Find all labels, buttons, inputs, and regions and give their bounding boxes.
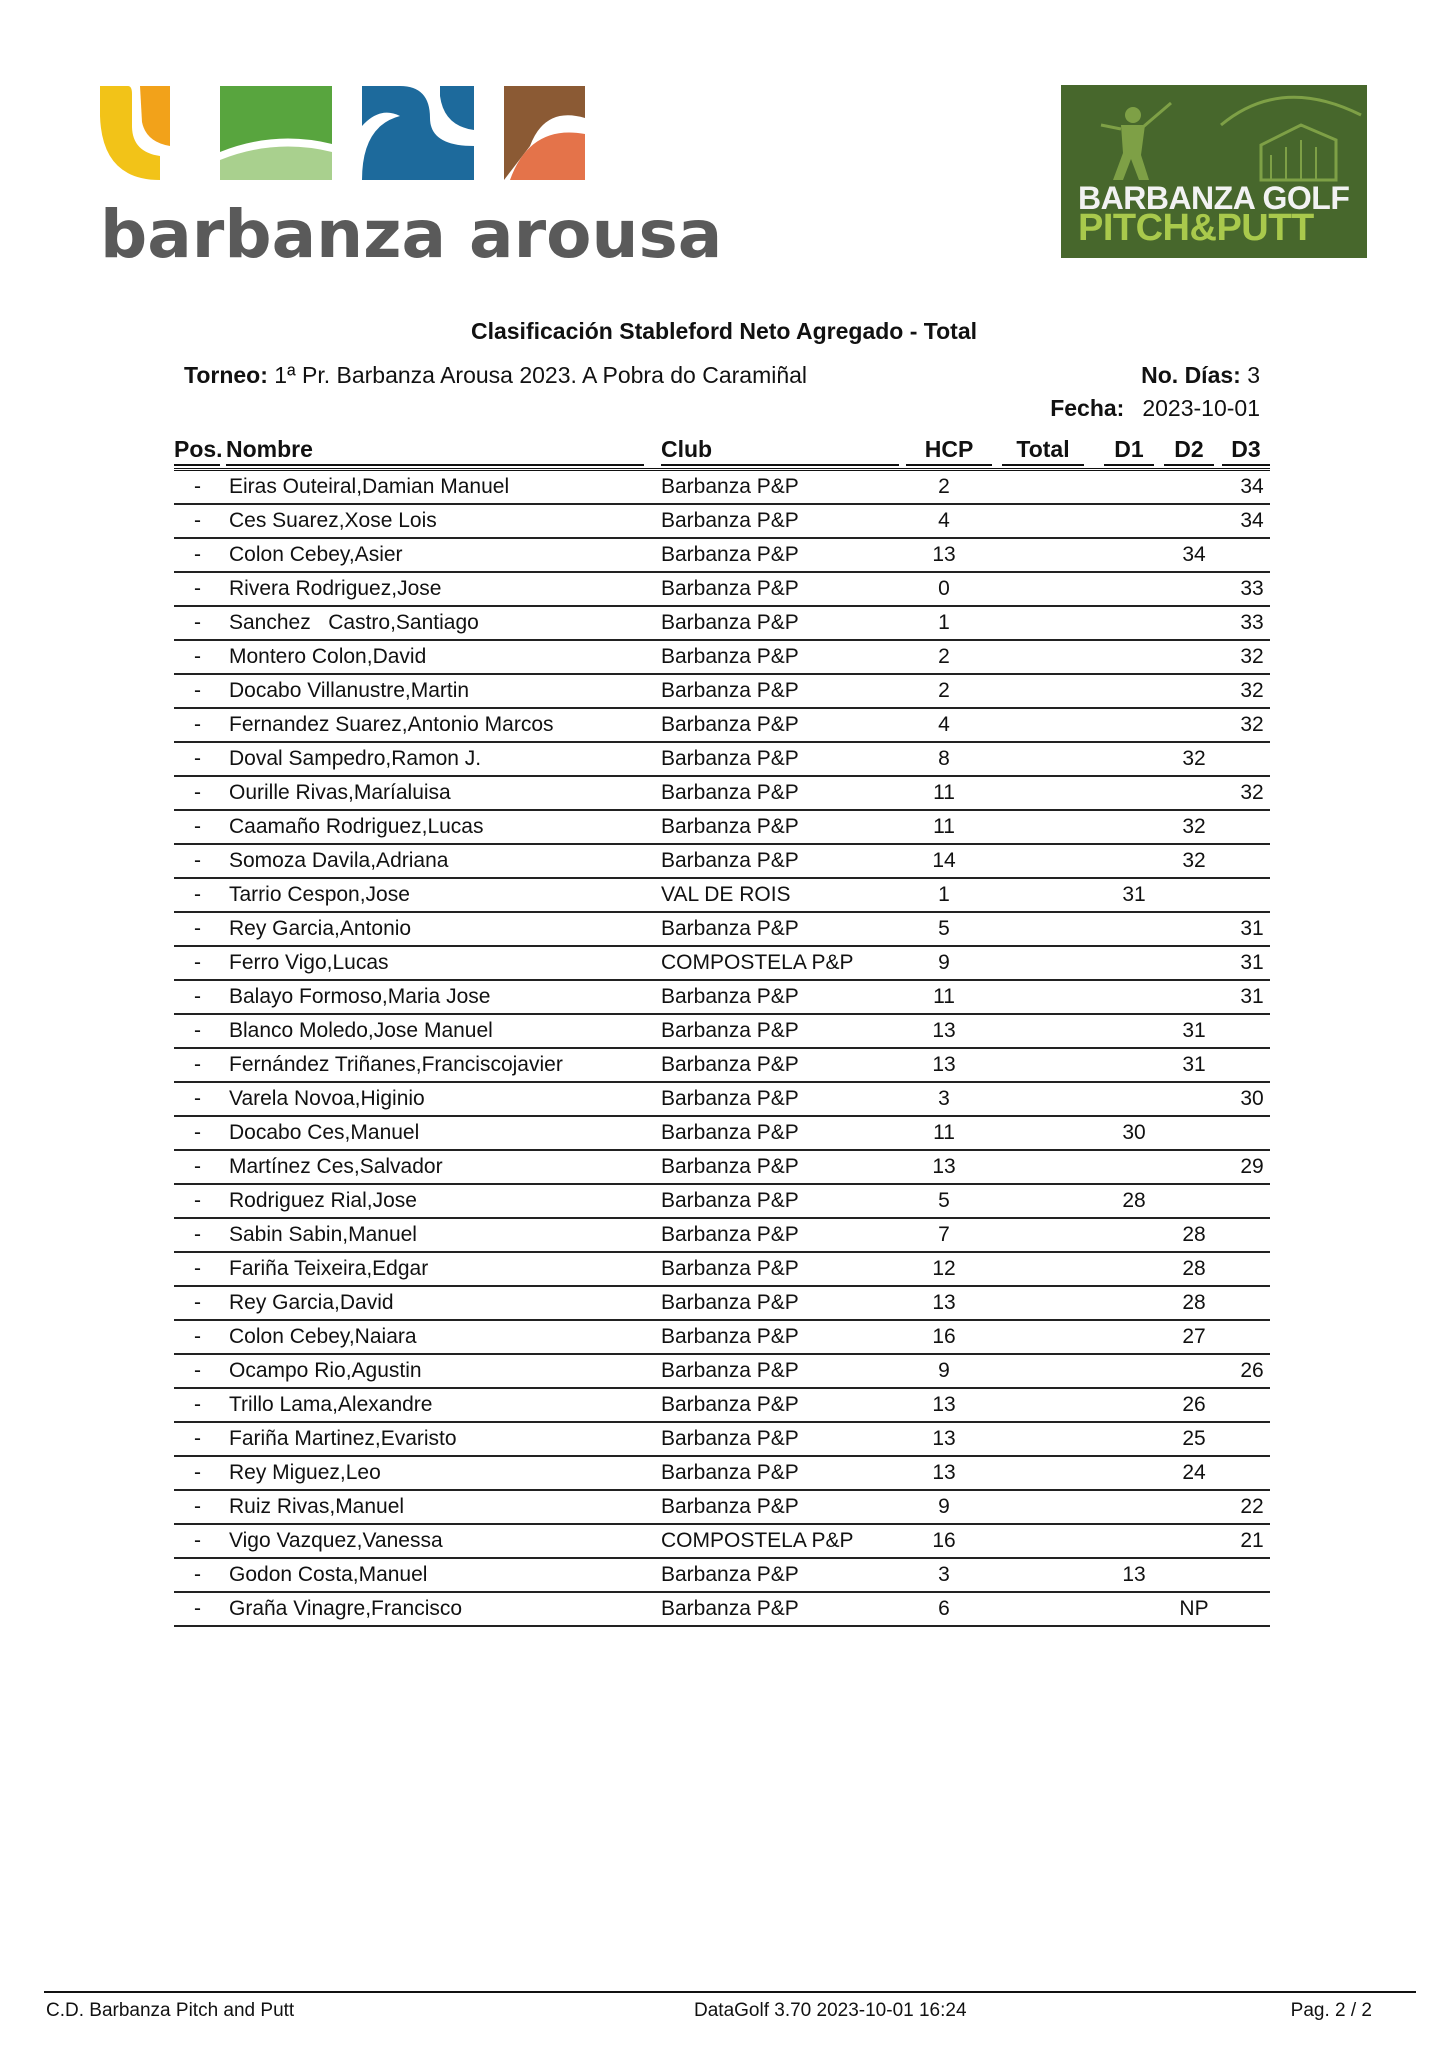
- footer-divider: [44, 1991, 1416, 1993]
- cell-club: VAL DE ROIS: [661, 883, 791, 906]
- table-row: [174, 641, 1270, 675]
- table-row: [174, 1083, 1270, 1117]
- fecha-value: 2023-10-01: [1142, 395, 1260, 421]
- cell-club: Barbanza P&P: [661, 1189, 799, 1212]
- cell-club: Barbanza P&P: [661, 1325, 799, 1348]
- cell-club: COMPOSTELA P&P: [661, 951, 854, 974]
- cell-nombre: Sanchez Castro,Santiago: [229, 611, 479, 634]
- cell-hcp: 14: [932, 849, 956, 872]
- cell-club: Barbanza P&P: [661, 1393, 799, 1416]
- cell-hcp: 2: [938, 475, 950, 498]
- cell-pos: -: [194, 1155, 201, 1178]
- cell-nombre: Montero Colon,David: [229, 645, 427, 668]
- cell-club: Barbanza P&P: [661, 1223, 799, 1246]
- cell-nombre: Colon Cebey,Asier: [229, 543, 403, 566]
- table-row: [174, 539, 1270, 573]
- cell-hcp: 6: [938, 1597, 950, 1620]
- cell-d3: 32: [1240, 645, 1264, 668]
- table-row: [174, 607, 1270, 641]
- cell-d2: 28: [1182, 1223, 1206, 1246]
- cell-hcp: 13: [932, 1393, 956, 1416]
- header-pos: Pos.: [174, 436, 220, 466]
- cell-hcp: 12: [932, 1257, 956, 1280]
- cell-nombre: Fariña Martinez,Evaristo: [229, 1427, 457, 1450]
- cell-club: Barbanza P&P: [661, 713, 799, 736]
- table-row: [174, 1559, 1270, 1593]
- dias-line: [1141, 362, 1260, 389]
- cell-nombre: Rodriguez Rial,Jose: [229, 1189, 417, 1212]
- cell-hcp: 3: [938, 1087, 950, 1110]
- cell-d2: 25: [1182, 1427, 1206, 1450]
- table-row: [174, 505, 1270, 539]
- cell-club: Barbanza P&P: [661, 475, 799, 498]
- cell-hcp: 11: [933, 815, 955, 838]
- cell-hcp: 11: [933, 781, 955, 804]
- cell-pos: -: [194, 1529, 201, 1552]
- cell-nombre: Ocampo Rio,Agustin: [229, 1359, 422, 1382]
- table-row: [174, 981, 1270, 1015]
- cell-club: Barbanza P&P: [661, 1461, 799, 1484]
- cell-club: Barbanza P&P: [661, 1291, 799, 1314]
- cell-club: Barbanza P&P: [661, 985, 799, 1008]
- cell-nombre: Vigo Vazquez,Vanessa: [229, 1529, 443, 1552]
- cell-pos: -: [194, 917, 201, 940]
- cell-hcp: 13: [932, 1291, 956, 1314]
- cell-club: Barbanza P&P: [661, 1121, 799, 1144]
- cell-nombre: Rey Garcia,David: [229, 1291, 394, 1314]
- cell-pos: -: [194, 645, 201, 668]
- cell-club: Barbanza P&P: [661, 747, 799, 770]
- cell-club: Barbanza P&P: [661, 781, 799, 804]
- torneo-label: Torneo:: [184, 362, 268, 388]
- cell-club: Barbanza P&P: [661, 1359, 799, 1382]
- cell-club: Barbanza P&P: [661, 611, 799, 634]
- table-row: [174, 811, 1270, 845]
- cell-nombre: Docabo Villanustre,Martin: [229, 679, 470, 702]
- cell-hcp: 13: [932, 1019, 956, 1042]
- cell-hcp: 13: [932, 543, 956, 566]
- cell-pos: -: [194, 849, 201, 872]
- footer-software: DataGolf 3.70 2023-10-01 16:24: [694, 2000, 967, 2021]
- cell-club: Barbanza P&P: [661, 815, 799, 838]
- cell-hcp: 11: [933, 1121, 955, 1144]
- cell-club: COMPOSTELA P&P: [661, 1529, 854, 1552]
- table-row: [174, 845, 1270, 879]
- cell-pos: -: [194, 679, 201, 702]
- cell-d2: NP: [1179, 1597, 1209, 1620]
- cell-nombre: Martínez Ces,Salvador: [229, 1155, 443, 1178]
- table-row: [174, 1457, 1270, 1491]
- cell-d3: 31: [1240, 917, 1264, 940]
- cell-pos: -: [194, 1597, 201, 1620]
- cell-d2: 28: [1182, 1257, 1206, 1280]
- cell-d3: 30: [1240, 1087, 1264, 1110]
- table-row: [174, 777, 1270, 811]
- cell-pos: -: [194, 1563, 201, 1586]
- cell-d3: 22: [1240, 1495, 1264, 1518]
- cell-nombre: Balayo Formoso,Maria Jose: [229, 985, 491, 1008]
- cell-pos: -: [194, 985, 201, 1008]
- table-row: [174, 1389, 1270, 1423]
- cell-hcp: 8: [938, 747, 950, 770]
- cell-nombre: Sabin Sabin,Manuel: [229, 1223, 417, 1246]
- cell-nombre: Fernandez Suarez,Antonio Marcos: [229, 713, 554, 736]
- cell-club: Barbanza P&P: [661, 1257, 799, 1280]
- cell-nombre: Tarrio Cespon,Jose: [229, 883, 410, 906]
- table-row: [174, 709, 1270, 743]
- cell-nombre: Eiras Outeiral,Damian Manuel: [229, 475, 510, 498]
- cell-nombre: Fernández Triñanes,Franciscojavier: [229, 1053, 563, 1076]
- table-row: [174, 879, 1270, 913]
- cell-hcp: 13: [932, 1155, 956, 1178]
- cell-pos: -: [194, 747, 201, 770]
- cell-d3: 21: [1240, 1529, 1264, 1552]
- cell-pos: -: [194, 1461, 201, 1484]
- cell-club: Barbanza P&P: [661, 509, 799, 532]
- cell-club: Barbanza P&P: [661, 1087, 799, 1110]
- footer-club-name: C.D. Barbanza Pitch and Putt: [46, 2000, 295, 2021]
- cell-nombre: Blanco Moledo,Jose Manuel: [229, 1019, 493, 1042]
- cell-d3: 34: [1240, 475, 1264, 498]
- cell-hcp: 13: [932, 1053, 956, 1076]
- cell-d3: 31: [1240, 985, 1264, 1008]
- cell-hcp: 13: [932, 1461, 956, 1484]
- table-row: [174, 1321, 1270, 1355]
- cell-nombre: Ces Suarez,Xose Lois: [229, 509, 437, 532]
- table-row: [174, 1015, 1270, 1049]
- cell-nombre: Rey Garcia,Antonio: [229, 917, 412, 940]
- cell-hcp: 9: [938, 951, 950, 974]
- cell-d3: 33: [1240, 611, 1264, 634]
- cell-pos: -: [194, 1019, 201, 1042]
- cell-nombre: Ferro Vigo,Lucas: [229, 951, 389, 974]
- cell-club: Barbanza P&P: [661, 1495, 799, 1518]
- cell-club: Barbanza P&P: [661, 1155, 799, 1178]
- cell-pos: -: [194, 1393, 201, 1416]
- pitch-and-putt-wordmark: PITCH&PUTT: [1078, 207, 1314, 249]
- cell-club: Barbanza P&P: [661, 1563, 799, 1586]
- table-row: [174, 1355, 1270, 1389]
- cell-nombre: Caamaño Rodriguez,Lucas: [229, 815, 484, 838]
- table-row: [174, 1593, 1270, 1627]
- table-row: [174, 1423, 1270, 1457]
- cell-pos: -: [194, 713, 201, 736]
- table-body: [174, 471, 1270, 1627]
- fecha-label: Fecha:: [1050, 395, 1125, 421]
- cell-nombre: Fariña Teixeira,Edgar: [229, 1257, 429, 1280]
- cell-club: Barbanza P&P: [661, 543, 799, 566]
- cell-pos: -: [194, 1291, 201, 1314]
- header-d3: D3: [1222, 436, 1270, 466]
- report-title: Clasificación Stableford Neto Agregado - Total: [470, 318, 978, 344]
- cell-pos: -: [194, 1121, 201, 1144]
- table-row: [174, 1049, 1270, 1083]
- header-d2: D2: [1164, 436, 1214, 466]
- table-row: [174, 947, 1270, 981]
- cell-club: Barbanza P&P: [661, 645, 799, 668]
- cell-d2: 27: [1182, 1325, 1206, 1348]
- table-row: [174, 471, 1270, 505]
- cell-d2: 26: [1182, 1393, 1206, 1416]
- cell-pos: -: [194, 1223, 201, 1246]
- cell-club: Barbanza P&P: [661, 679, 799, 702]
- cell-pos: -: [194, 951, 201, 974]
- table-row: [174, 1287, 1270, 1321]
- table-row: [174, 913, 1270, 947]
- cell-nombre: Somoza Davila,Adriana: [229, 849, 449, 872]
- cell-nombre: Godon Costa,Manuel: [229, 1563, 428, 1586]
- cell-nombre: Rivera Rodriguez,Jose: [229, 577, 442, 600]
- cell-pos: -: [194, 815, 201, 838]
- cell-nombre: Colon Cebey,Naiara: [229, 1325, 417, 1348]
- torneo-line: [184, 362, 807, 389]
- table-row: [174, 1253, 1270, 1287]
- cell-pos: -: [194, 577, 201, 600]
- cell-hcp: 2: [938, 679, 950, 702]
- cell-d3: 26: [1240, 1359, 1264, 1382]
- table-row: [174, 675, 1270, 709]
- results-table: [174, 434, 1270, 1627]
- cell-club: Barbanza P&P: [661, 1427, 799, 1450]
- cell-hcp: 7: [938, 1223, 950, 1246]
- cell-d2: 34: [1182, 543, 1206, 566]
- cell-pos: -: [194, 1427, 201, 1450]
- cell-club: Barbanza P&P: [661, 577, 799, 600]
- cell-pos: -: [194, 611, 201, 634]
- cell-d3: 32: [1240, 713, 1264, 736]
- cell-d3: 34: [1240, 509, 1264, 532]
- barbanza-golf-logo: [1061, 85, 1367, 258]
- header-hcp: HCP: [906, 436, 992, 466]
- cell-d2: 28: [1182, 1291, 1206, 1314]
- cell-d1: 31: [1122, 883, 1146, 906]
- cell-nombre: Rey Miguez,Leo: [229, 1461, 381, 1484]
- cell-pos: -: [194, 883, 201, 906]
- cell-nombre: Docabo Ces,Manuel: [229, 1121, 420, 1144]
- barbanza-arousa-logo: [100, 86, 723, 273]
- cell-d2: 32: [1182, 815, 1206, 838]
- cell-hcp: 9: [938, 1495, 950, 1518]
- cell-hcp: 11: [933, 985, 955, 1008]
- cell-d1: 30: [1122, 1121, 1146, 1144]
- cell-d3: 31: [1240, 951, 1264, 974]
- table-header: [174, 434, 1270, 471]
- table-row: [174, 1491, 1270, 1525]
- cell-club: Barbanza P&P: [661, 1597, 799, 1620]
- torneo-value: 1ª Pr. Barbanza Arousa 2023. A Pobra do Caramiñal: [274, 362, 808, 388]
- header-d1: D1: [1104, 436, 1154, 466]
- fecha-line: [1050, 395, 1260, 422]
- cell-pos: -: [194, 1257, 201, 1280]
- cell-pos: -: [194, 1359, 201, 1382]
- cell-pos: -: [194, 1495, 201, 1518]
- cell-hcp: 5: [938, 917, 950, 940]
- cell-club: Barbanza P&P: [661, 1019, 799, 1042]
- cell-pos: -: [194, 1053, 201, 1076]
- cell-nombre: Graña Vinagre,Francisco: [229, 1597, 463, 1620]
- cell-hcp: 9: [938, 1359, 950, 1382]
- cell-d2: 31: [1182, 1053, 1206, 1076]
- header-club: Club: [661, 436, 899, 466]
- cell-hcp: 4: [938, 713, 950, 736]
- cell-club: Barbanza P&P: [661, 917, 799, 940]
- cell-pos: -: [194, 781, 201, 804]
- table-row: [174, 1219, 1270, 1253]
- cell-hcp: 5: [938, 1189, 950, 1212]
- cell-d3: 29: [1240, 1155, 1264, 1178]
- cell-d1: 13: [1122, 1563, 1146, 1586]
- cell-hcp: 3: [938, 1563, 950, 1586]
- cell-pos: -: [194, 475, 201, 498]
- table-row: [174, 573, 1270, 607]
- cell-hcp: 1: [938, 611, 950, 634]
- cell-pos: -: [194, 1189, 201, 1212]
- cell-nombre: Ourille Rivas,Maríaluisa: [229, 781, 451, 804]
- cell-pos: -: [194, 509, 201, 532]
- cell-d2: 31: [1182, 1019, 1206, 1042]
- cell-hcp: 16: [932, 1325, 956, 1348]
- cell-club: Barbanza P&P: [661, 1053, 799, 1076]
- footer-page-number: Pag. 2 / 2: [1290, 2000, 1372, 2021]
- cell-pos: -: [194, 1325, 201, 1348]
- cell-hcp: 13: [932, 1427, 956, 1450]
- cell-pos: -: [194, 1087, 201, 1110]
- cell-d2: 24: [1182, 1461, 1206, 1484]
- header-nombre: Nombre: [226, 436, 644, 466]
- cell-hcp: 1: [938, 883, 950, 906]
- cell-hcp: 0: [938, 577, 950, 600]
- cell-d2: 32: [1182, 747, 1206, 770]
- cell-d2: 32: [1182, 849, 1206, 872]
- cell-pos: -: [194, 543, 201, 566]
- table-row: [174, 1525, 1270, 1559]
- cell-hcp: 2: [938, 645, 950, 668]
- dias-label: No. Días:: [1141, 362, 1241, 388]
- cell-nombre: Ruiz Rivas,Manuel: [229, 1495, 405, 1518]
- barbanza-arousa-wordmark: barbanza arousa: [100, 196, 723, 273]
- barbanza-arousa-logo-shapes: [100, 86, 585, 196]
- cell-d3: 32: [1240, 679, 1264, 702]
- cell-d3: 33: [1240, 577, 1264, 600]
- barbanza-golf-wordmark: BARBANZA GOLF: [1078, 180, 1350, 216]
- cell-hcp: 16: [932, 1529, 956, 1552]
- table-row: [174, 743, 1270, 777]
- table-row: [174, 1151, 1270, 1185]
- cell-nombre: Doval Sampedro,Ramon J.: [229, 747, 482, 770]
- cell-d1: 28: [1122, 1189, 1146, 1212]
- cell-nombre: Trillo Lama,Alexandre: [229, 1393, 433, 1416]
- dias-value: 3: [1247, 362, 1260, 388]
- table-row: [174, 1185, 1270, 1219]
- table-row: [174, 1117, 1270, 1151]
- cell-club: Barbanza P&P: [661, 849, 799, 872]
- cell-hcp: 4: [938, 509, 950, 532]
- cell-nombre: Varela Novoa,Higinio: [229, 1087, 425, 1110]
- cell-d3: 32: [1240, 781, 1264, 804]
- header-total: Total: [1002, 436, 1084, 466]
